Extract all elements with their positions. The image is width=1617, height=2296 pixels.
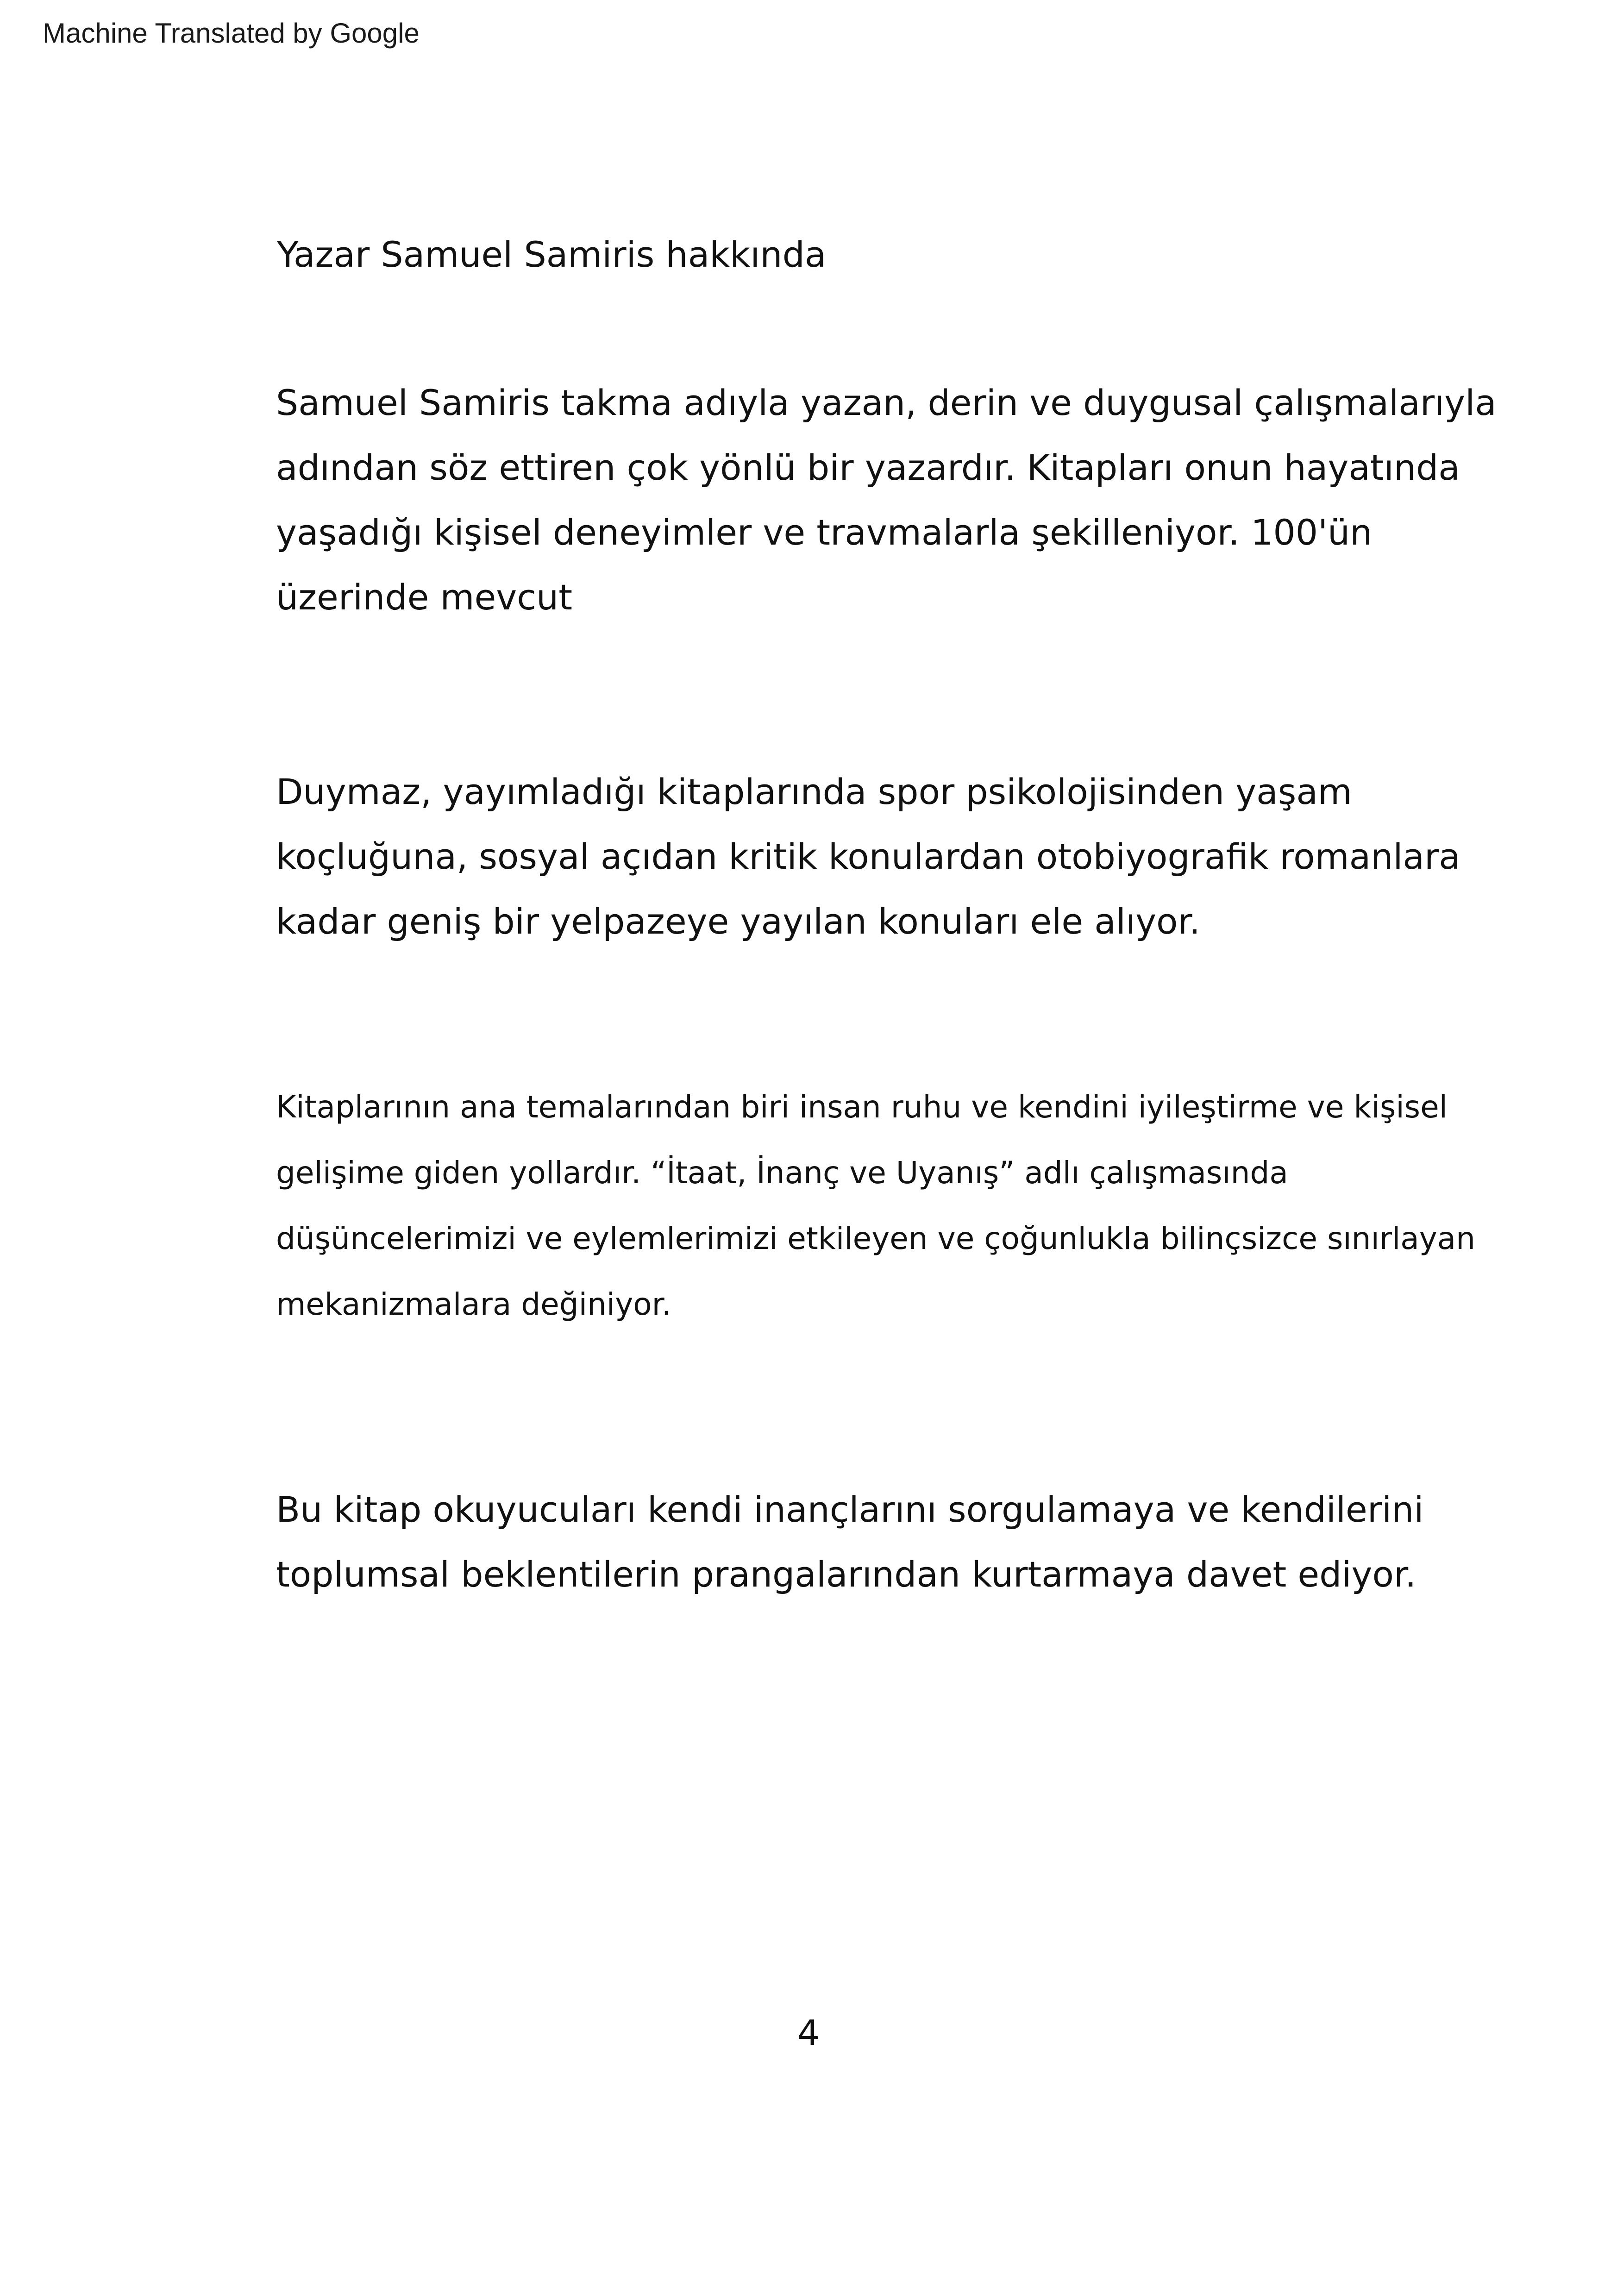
paragraph-line: Duymaz, yayımladığı kitaplarında spor psikolojisinden yaşam [276,771,1352,812]
paragraph-line: toplumsal beklentilerin prangalarından kurtarmaya davet ediyor. [276,1554,1416,1595]
paragraph-line: kadar geniş bir yelpazeye yayılan konuları ele alıyor. [276,901,1200,942]
machine-translation-banner: Machine Translated by Google [43,18,420,49]
paragraph-line: Bu kitap okuyucuları kendi inançlarını sorgulamaya ve kendilerini [276,1489,1424,1530]
paragraph-topics [276,759,1460,954]
paragraph-themes [276,1074,1475,1337]
paragraph-invitation [276,1477,1423,1607]
paragraph-line: adından söz ettiren çok yönlü bir yazardır. Kitapları onun hayatında [276,447,1460,488]
paragraph-line: koçluğuna, sosyal açıdan kritik konulardan otobiyografik romanlara [276,836,1460,877]
paragraph-line: yaşadığı kişisel deneyimler ve travmalarla şekilleniyor. 100'ün [276,512,1373,553]
paragraph-line: düşüncelerimizi ve eylemlerimizi etkileyen ve çoğunlukla bilinçsizce sınırlayan [276,1221,1476,1256]
paragraph-line: üzerinde mevcut [276,577,573,618]
paragraph-line: Samuel Samiris takma adıyla yazan, derin ve duygusal çalışmalarıyla [276,382,1497,423]
paragraph-line: Kitaplarının ana temalarından biri insan ruhu ve kendini iyileştirme ve kişisel [276,1089,1448,1125]
page-number: 4 [797,2012,820,2053]
paragraph-line: mekanizmalara değiniyor. [276,1286,671,1322]
paragraph-line: gelişime giden yollardır. “İtaat, İnanç ve Uyanış” adlı çalışmasında [276,1155,1288,1191]
paragraph-intro [276,370,1497,630]
page-title: Yazar Samuel Samiris hakkında [277,234,827,275]
